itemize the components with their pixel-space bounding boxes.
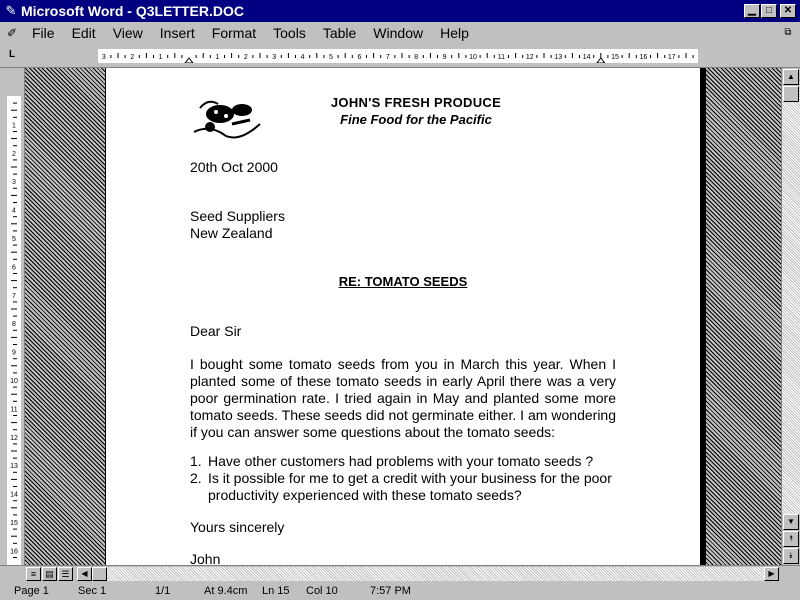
status-column: Col 10 (306, 585, 338, 597)
scroll-left-icon[interactable]: ◀ (77, 567, 92, 581)
menu-bar (0, 22, 800, 44)
vertical-ruler-number: 9 (12, 349, 16, 357)
vertical-ruler-number: 12 (10, 434, 18, 442)
status-page-count: 1/1 (155, 585, 171, 597)
list-item (190, 470, 616, 504)
ruler-number: 3 (101, 54, 106, 61)
list-text: Is it possible for me to get a credit with your business for the poor productivity experienced with these tomato seeds? (208, 470, 612, 503)
window-title: Microsoft Word - Q3LETTER.DOC (21, 3, 244, 19)
letter-subject: RE: TOMATO SEEDS (338, 274, 468, 289)
letter-body: I bought some tomato seeds from you in March this year. When I planted some of these tomato seeds in early April there was a very poor germination rate. I tried again in May and planted some more tomato seeds. These seeds did not germinate either. I am wondering if you can answer some questions about the tomato seeds: (190, 356, 616, 440)
status-section: Sec 1 (78, 585, 107, 597)
letter-date: 20th Oct 2000 (190, 159, 278, 175)
document-page[interactable] (105, 68, 701, 565)
page-shadow (701, 68, 706, 565)
vertical-ruler-number: 5 (12, 236, 16, 243)
vertical-ruler-number: 7 (12, 292, 16, 300)
word-icon[interactable]: ✎ (5, 3, 17, 18)
produce-logo (190, 94, 264, 142)
ruler-number: 2 (130, 54, 135, 61)
ruler-ticks (98, 49, 698, 63)
status-page: Page 1 (14, 585, 49, 597)
ruler-number: 7 (385, 54, 390, 61)
vertical-ruler-number: 6 (12, 264, 16, 272)
ruler-number: 17 (667, 54, 676, 61)
document-icon[interactable]: ✐ (6, 26, 18, 40)
ruler-number: 5 (329, 54, 333, 61)
ruler-number: 10 (469, 54, 477, 61)
vertical-ruler-number: 15 (10, 520, 18, 527)
vertical-ruler-number: 10 (10, 378, 18, 385)
ruler-number: 6 (357, 54, 362, 61)
scroll-right-icon[interactable]: ▶ (764, 567, 779, 581)
ruler-number: 15 (611, 54, 619, 61)
menu-help[interactable]: Help (440, 25, 469, 41)
normal-view-icon[interactable]: ≡ (26, 567, 41, 581)
vertical-ruler[interactable] (0, 68, 25, 565)
horizontal-scroll-row (0, 565, 800, 582)
list-item (190, 453, 616, 470)
signature: John (190, 551, 221, 565)
vertical-ruler-number: 3 (12, 179, 16, 187)
ruler-number: 3 (272, 54, 277, 61)
page-layout-view-icon[interactable]: ▤ (42, 567, 57, 581)
letterhead (306, 94, 526, 128)
list-number: 1. (190, 453, 202, 469)
menu-insert[interactable]: Insert (159, 25, 195, 41)
close-button[interactable]: ✕ (780, 4, 796, 18)
status-time: 7:57 PM (370, 585, 411, 597)
ruler-row (0, 44, 800, 68)
vertical-ruler-number: 8 (12, 321, 16, 329)
scroll-up-icon[interactable]: ▲ (783, 69, 799, 85)
maximize-button[interactable]: □ (761, 4, 777, 18)
vertical-ruler-number: 4 (12, 207, 16, 215)
horizontal-scroll-track[interactable] (92, 567, 764, 581)
title-bar (0, 0, 800, 22)
scroll-down-icon[interactable]: ▼ (783, 514, 799, 530)
vertical-scroll-thumb[interactable] (783, 86, 799, 102)
menu-window[interactable]: Window (373, 25, 424, 41)
ruler-number: 1 (158, 54, 163, 61)
question-list (190, 453, 616, 504)
vertical-scroll-track[interactable] (782, 86, 800, 514)
ruler-number: 9 (442, 54, 447, 61)
vertical-ruler-number: 16 (10, 548, 18, 556)
ruler-number: 14 (582, 54, 591, 61)
list-text: Have other customers had problems with your tomato seeds ? (208, 453, 594, 469)
menu-format[interactable]: Format (211, 25, 257, 41)
menu-tools[interactable]: Tools (273, 25, 306, 41)
menu-file[interactable]: File (32, 25, 55, 41)
ruler-number: 12 (525, 54, 534, 61)
previous-page-icon[interactable]: ⯭ (783, 531, 799, 547)
recipient-line-1: Seed Suppliers (190, 208, 285, 224)
vertical-ruler-number: 2 (12, 150, 16, 158)
right-indent-marker (597, 58, 605, 63)
minimize-button[interactable]: ▁ (744, 4, 760, 18)
vertical-ruler-number: 11 (10, 406, 18, 414)
next-page-icon[interactable]: ⯯ (783, 548, 799, 564)
ruler-number: 13 (554, 54, 563, 61)
tab-selector[interactable]: L (9, 49, 16, 60)
restore-icon[interactable]: ⧉ (784, 27, 792, 38)
closing: Yours sincerely (190, 519, 285, 535)
list-number: 2. (190, 470, 202, 486)
ruler-number: 4 (300, 54, 305, 61)
ruler-number: 11 (497, 54, 506, 61)
status-position: At 9.4cm (204, 585, 248, 597)
company-name: JOHN'S FRESH PRODUCE (330, 95, 502, 110)
document-area (25, 68, 781, 565)
menu-list (32, 25, 486, 41)
horizontal-scroll-thumb[interactable] (92, 567, 107, 581)
ruler-number: 8 (414, 54, 419, 61)
outline-view-icon[interactable]: ☰ (58, 567, 73, 581)
menu-table[interactable]: Table (322, 25, 357, 41)
vertical-ruler-number: 13 (10, 463, 18, 471)
company-tagline: Fine Food for the Pacific (340, 112, 492, 127)
ruler-number: 1 (215, 54, 220, 61)
salutation: Dear Sir (190, 323, 242, 339)
status-bar (0, 582, 800, 600)
recipient-line-2: New Zealand (190, 225, 273, 241)
left-indent-marker (185, 58, 193, 63)
menu-edit[interactable]: Edit (71, 25, 96, 41)
menu-view[interactable]: View (112, 25, 143, 41)
vertical-ruler-number: 1 (12, 122, 16, 130)
vertical-ruler-ticks (0, 68, 25, 565)
ruler-number: 2 (243, 54, 248, 61)
ruler-number: 16 (639, 54, 648, 61)
status-line: Ln 15 (262, 585, 290, 597)
vertical-scrollbar[interactable] (781, 68, 800, 565)
horizontal-ruler[interactable] (98, 49, 698, 63)
vertical-ruler-number: 14 (10, 491, 18, 499)
